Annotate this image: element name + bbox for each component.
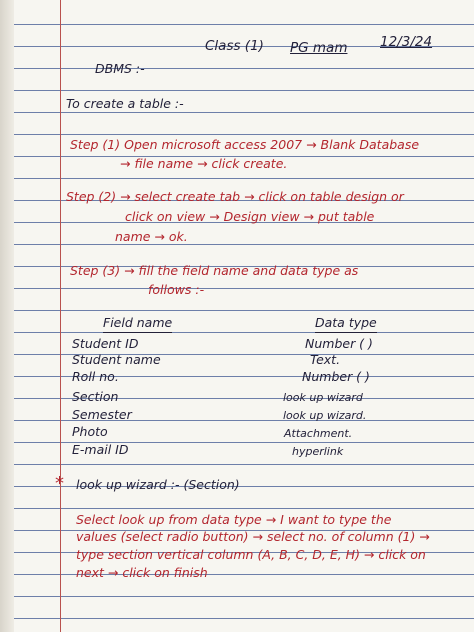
note-line-3: type section vertical column (A, B, C, D, E, H) → click on (76, 547, 426, 562)
table-row-type: hyperlink (292, 445, 344, 458)
topic-heading: To create a table :- (66, 96, 184, 111)
step-1-line-1: Step (1) Open microsoft access 2007 → Blank Database (70, 137, 420, 152)
table-row-field: Roll no. (72, 369, 119, 384)
table-row-type: look up wizard. (283, 409, 367, 422)
table-row-type: look up wizard (283, 391, 363, 404)
step-1-line-2: → file name → click create. (120, 156, 288, 171)
table-row-field: Section (72, 389, 119, 404)
note-line-1: Select look up from data type → I want to type the (76, 512, 392, 527)
note-line-2: values (select radio button) → select no. of column (1) → (76, 529, 430, 544)
step-3-line-1: Step (3) → fill the field name and data type as (70, 263, 359, 278)
note-heading: look up wizard :- (Section) (76, 477, 240, 492)
table-row-type: Number ( ) (305, 336, 373, 351)
teacher-name: PG mam (290, 40, 348, 56)
page-binding-edge (0, 0, 14, 632)
note-line-4: next → click on finish (76, 565, 208, 580)
field-name-header: Field name (103, 317, 172, 333)
table-row-field: Semester (72, 407, 132, 422)
step-3-line-2: follows :- (148, 282, 205, 297)
date: 12/3/24 (380, 34, 433, 50)
step-2-line-2: click on view → Design view → put table (125, 209, 375, 224)
data-type-header: Data type (315, 317, 377, 333)
step-2-line-1: Step (2) → select create tab → click on table design or (66, 189, 404, 204)
subject: DBMS :- (95, 61, 145, 76)
table-row-type: Attachment. (284, 427, 353, 440)
table-row-type: Number ( ) (302, 369, 370, 384)
table-row-field: E-mail ID (72, 442, 129, 457)
star-bullet-icon: * (55, 473, 64, 494)
table-row-type: Text. (310, 352, 341, 367)
table-row-field: Photo (72, 424, 108, 439)
table-row-field: Student ID (72, 336, 139, 351)
step-2-line-3: name → ok. (115, 229, 188, 244)
table-row-field: Student name (72, 352, 161, 367)
class-title: Class (1) (205, 38, 264, 54)
margin-line (60, 0, 61, 632)
